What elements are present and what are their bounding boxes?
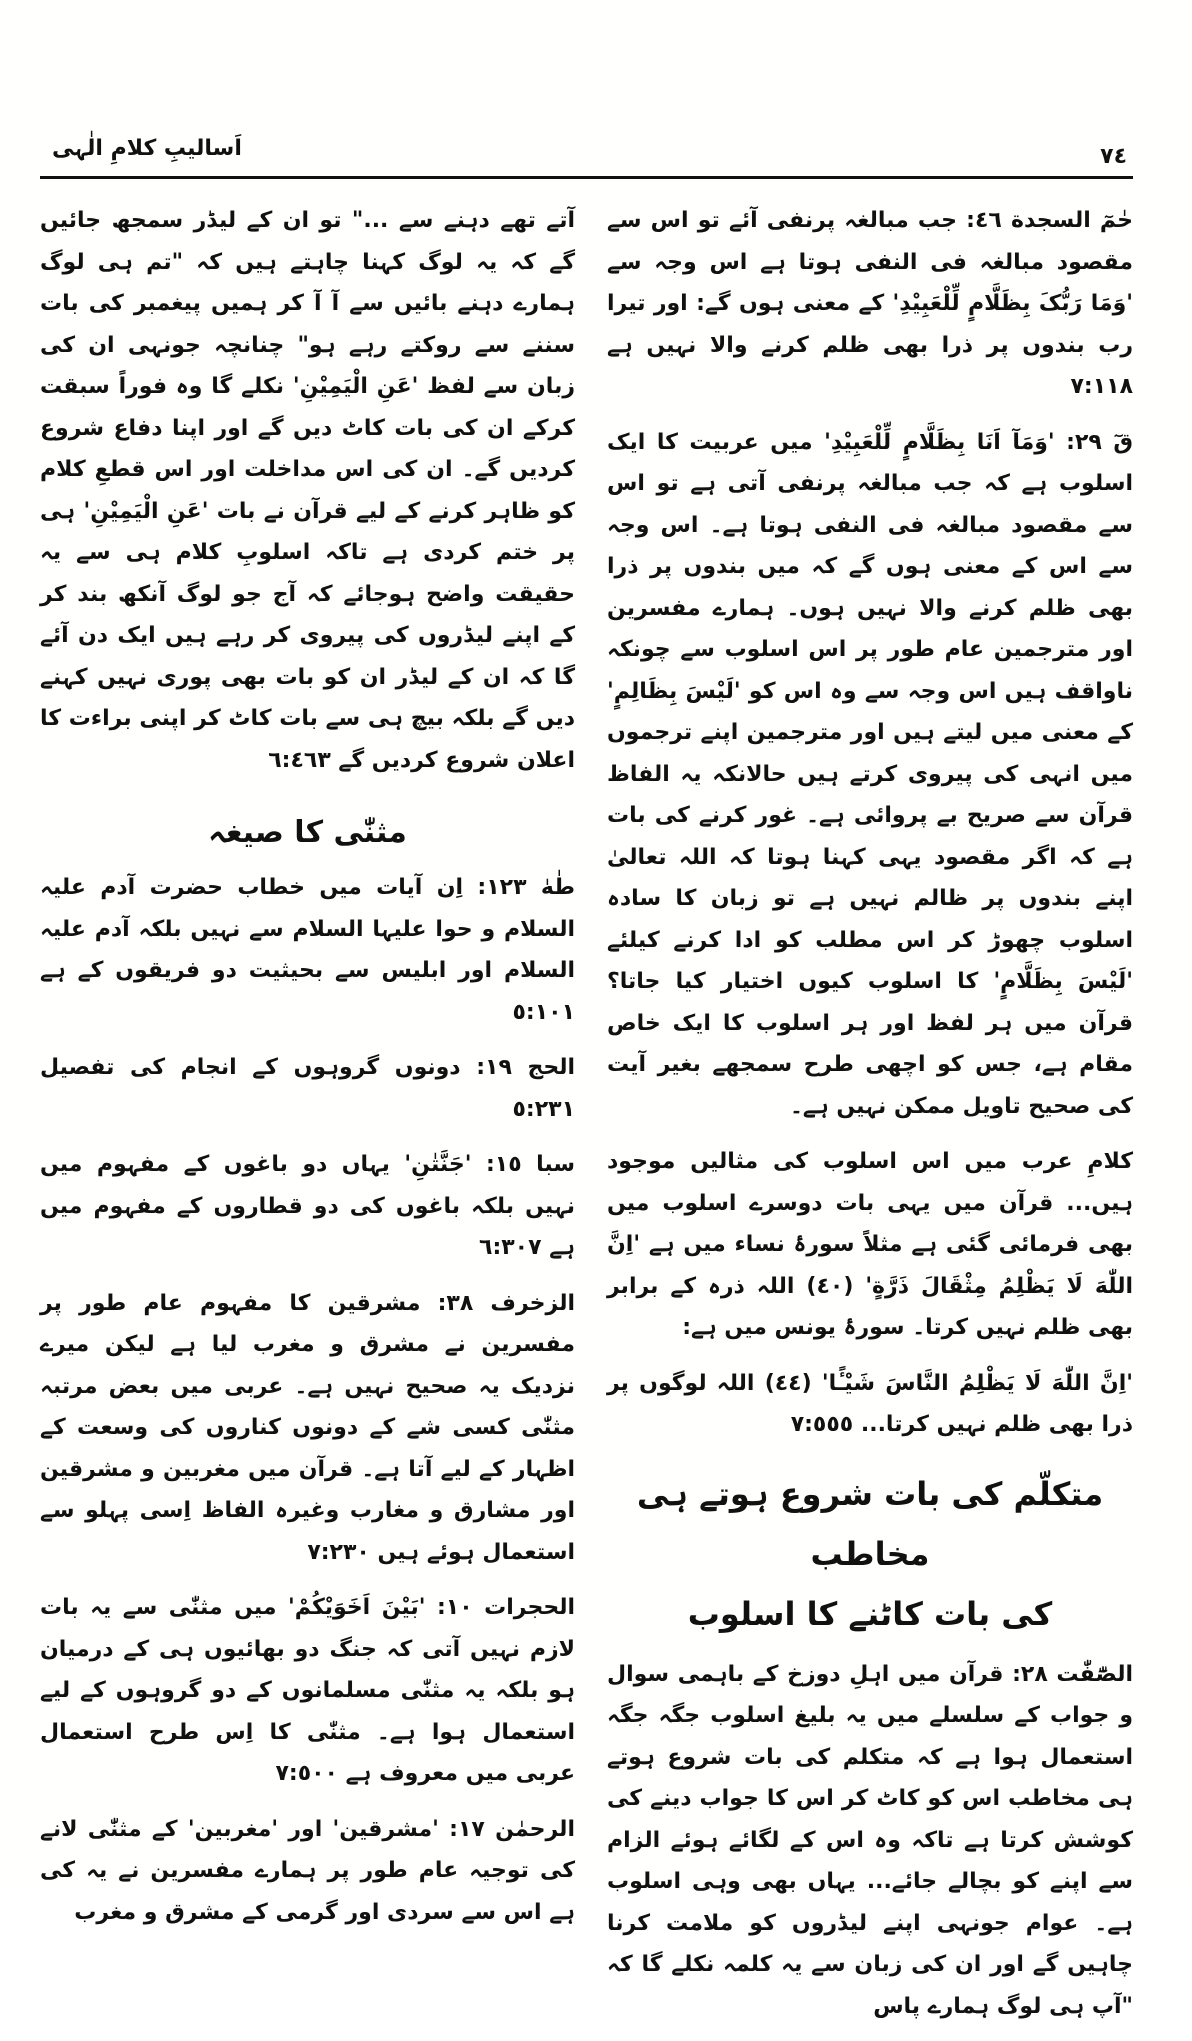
paragraph-yunus-quote <box>607 1363 1133 1446</box>
running-head <box>40 130 1133 178</box>
surah-reference: الزخرف ٣٨: <box>437 1290 576 1316</box>
section-heading-line-1: متکلّم کی بات شروع ہوتے ہی مخاطب <box>636 1474 1104 1573</box>
paragraph-qaf <box>607 422 1133 1128</box>
surah-reference: الصّٰٓفّٰت ٢٨: <box>1012 1661 1133 1687</box>
section-heading <box>607 1464 1133 1644</box>
paragraph-text: 'وَمَآ اَنَا بِظَلَّامٍ لِّلْعَبِیْدِ' میں عربیت کا ایک اسلوب ہے کہ جب مبالغہ پرنفی آتی ہے تو اس سے مقصود مبالغہ فی النفی ہوتا ہے۔ اس وجہ سے اس کے معنی ہوں گے کہ میں بندوں پر ذرا بھی ظلم کرنے والا نہیں ہوں۔ ہمارے مفسرین اور مترجمین عام طور پر اس اسلوب سے چونکہ ناواقف ہیں اس وجہ سے وہ اس کو 'لَیْسَ بِظَالِمٍ' کے معنی میں لیتے ہیں اور مترجمین اپنے ترجموں میں انہی کی پیروی کرتے ہیں حالانکہ یہ الفاظ قرآن سے صریح بے پروائی ہے۔ غور کرنے کی بات ہے کہ اگر مقصود یہی کہنا ہوتا کہ اللہ تعالیٰ اپنے بندوں پر ظالم نہیں ہے تو زبان کا سادہ اسلوب چھوڑ کر اس مطلب کو ادا کرنے کیلئے 'لَیْسَ بِظَلَّامٍ' کا اسلوب کیوں اختیار کیا جاتا؟ قرآن میں ہر لفظ اور ہر اسلوب کا ایک خاص مقام ہے، جس کو اچھی طرح سمجھے بغیر آیت کی صحیح تاویل ممکن نہیں ہے۔ <box>607 429 1133 1119</box>
entry-text: 'جَنَّتٰنِ' یہاں دو باغوں کے مفہوم میں نہیں بلکہ باغوں کی دو قطاروں کے مفہوم میں ہے ٦:٣٠٧ <box>40 1152 575 1260</box>
surah-reference: الحجرات ١٠: <box>436 1595 575 1620</box>
entry-hujurat <box>40 1587 575 1795</box>
header-rule-divider <box>40 176 1133 179</box>
entry-text: مشرقین کا مفہوم عام طور پر مفسرین نے مشرق و مغرب لیا ہے لیکن میرے نزدیک یہ صحیح نہیں ہے۔ عربی میں بعض مرتبہ مثنّٰی کسی شے کے دونوں کناروں کی وسعت کے اظہار کے لیے آتا ہے۔ قرآن میں مغربین و مشرقین اور مشارق و مغارب وغیرہ الفاظ اِسی پہلو سے استعمال ہوئے ہیں ٧:٢٣٠ <box>40 1290 575 1565</box>
paragraph-saffat <box>607 1654 1133 2028</box>
surah-reference: قٓ ٢٩: <box>1066 429 1134 455</box>
entry-rahman <box>40 1809 575 1934</box>
page-number: ٧٤ <box>1100 144 1127 169</box>
entry-saba <box>40 1144 575 1269</box>
entry-hajj <box>40 1047 575 1130</box>
right-column <box>607 200 1133 2041</box>
entry-taha <box>40 867 575 1033</box>
entry-zukhruf <box>40 1283 575 1574</box>
entry-text: اِن آیات میں خطاب حضرت آدم علیہ السلام و حوا علیہا السلام سے نہیں بلکہ آدم علیہ السلام اور ابلیس سے بحیثیت دو فریقوں کے ہے ٥:١٠١ <box>40 875 575 1025</box>
book-title: اَسالیبِ کلامِ الٰہی <box>52 136 242 161</box>
surah-reference: حٰمٓ السجدة ٤٦: <box>966 208 1134 233</box>
paragraph-text: آتے تھے دہنے سے ..." تو ان کے لیڈر سمجھ جائیں گے کہ یہ لوگ کہنا چاہتے ہیں کہ "تم ہی لوگ ہمارے دہنے بائیں سے آ آ کر ہمیں پیغمبر کی بات سننے سے روکتے رہے ہو" چنانچہ جونہی ان کی زبان سے لفظ 'عَنِ الْیَمِیْنِ' نکلے گا وہ فوراً سبقت کرکے ان کی بات کاٹ دیں گے اور اپنا دفاع شروع کردیں گے۔ ان کی اس مداخلت اور اس قطعِ کلام کو ظاہر کرنے کے لیے قرآن نے بات 'عَنِ الْیَمِیْنِ' ہی پر ختم کردی ہے تاکہ اسلوبِ کلام ہی سے یہ حقیقت واضح ہوجائے کہ آج جو لوگ آنکھ بند کر کے اپنے لیڈروں کی پیروی کر رہے ہیں ایک دن آئے گا کہ ان کے لیڈر ان کو بات بھی پوری نہیں کہنے دیں گے بلکہ بیچ ہی سے بات کاٹ کر اپنی براءت کا اعلان شروع کردیں گے ٦:٤٦٣ <box>40 208 575 773</box>
section-heading-line-2: کی بات کاٹنے کا اسلوب <box>687 1594 1053 1633</box>
entry-text: دونوں گروہوں کے انجام کی تفصیل ٥:٢٣١ <box>40 1055 575 1122</box>
paragraph-text: قرآن میں اہلِ دوزخ کے باہمی سوال و جواب کے سلسلے میں یہ بلیغ اسلوب جگہ جگہ استعمال ہوا ہے کہ متکلم کی بات شروع ہوتے ہی مخاطب اس کو کاٹ کر اس کا جواب دینے کی کوشش کرتا ہے تاکہ وہ اس کے لگائے ہوئے الزام سے اپنے کو بچالے جائے... یہاں بھی وہی اسلوب ہے۔ عوام جونہی اپنے لیڈروں کو ملامت کرنا چاہیں گے اور ان کی زبان سے یہ کلمہ نکلے گا کہ "آپ ہی لوگ ہمارے پاس <box>607 1661 1133 2019</box>
paragraph-kalam-arab <box>607 1141 1133 1349</box>
section-heading-dual-form: مثنّٰی کا صیغہ <box>208 815 407 850</box>
paragraph-text: 'اِنَّ اللّٰهَ لَا یَظْلِمُ النَّاسَ شَیْـًٔا' (٤٤) اللہ لوگوں پر ذرا بھی ظلم نہیں کرتا... ٧:٥٥٥ <box>607 1370 1133 1437</box>
paragraph-continuation <box>40 200 575 781</box>
surah-reference: سبا ١٥: <box>485 1152 575 1177</box>
surah-reference: الحج ١٩: <box>476 1055 576 1080</box>
surah-reference: طٰهٰ ١٢٣: <box>477 875 575 900</box>
left-column <box>40 200 575 1947</box>
paragraph-text: کلامِ عرب میں اس اسلوب کی مثالیں موجود ہیں... قرآن میں یہی بات دوسرے اسلوب میں بھی فرمائی گئی ہے مثلاً سورۂ نساء میں ہے 'اِنَّ اللّٰهَ لَا یَظْلِمُ مِثْقَالَ ذَرَّةٍ' (٤٠) اللہ ذرہ کے برابر بھی ظلم نہیں کرتا۔ سورۂ یونس میں ہے: <box>607 1149 1133 1340</box>
entry-text: 'مشرقین' اور 'مغربین' کے مثنّٰی لانے کی توجیہ عام طور پر ہمارے مفسرین نے یہ کی ہے اس سے سردی اور گرمی کے مشرق و مغرب <box>40 1816 575 1925</box>
surah-reference: الرحمٰن ١٧: <box>449 1816 575 1842</box>
paragraph-ha-mim-sajdah <box>607 200 1133 408</box>
paragraph-text: جب مبالغہ پرنفی آئے تو اس سے مقصود مبالغہ فی النفی ہوتا ہے اس وجہ سے 'وَمَا رَبُّکَ بِظَلَّامٍ لِّلْعَبِیْدِ' کے معنی ہوں گے: اور تیرا رب بندوں پر ذرا بھی ظلم کرنے والا نہیں ہے ٧:١١٨ <box>607 208 1133 399</box>
entry-text: 'بَیْنَ اَخَوَیْکُمْ' میں مثنّٰی سے یہ بات لازم نہیں آتی کہ جنگ دو بھائیوں ہی کے درمیان ہو بلکہ یہ مثنّٰی مسلمانوں کے دو گروہوں کے لیے استعمال ہوا ہے۔ مثنّٰی کا اِس طرح استعمال عربی میں معروف ہے ٧:٥٠٠ <box>40 1595 575 1786</box>
